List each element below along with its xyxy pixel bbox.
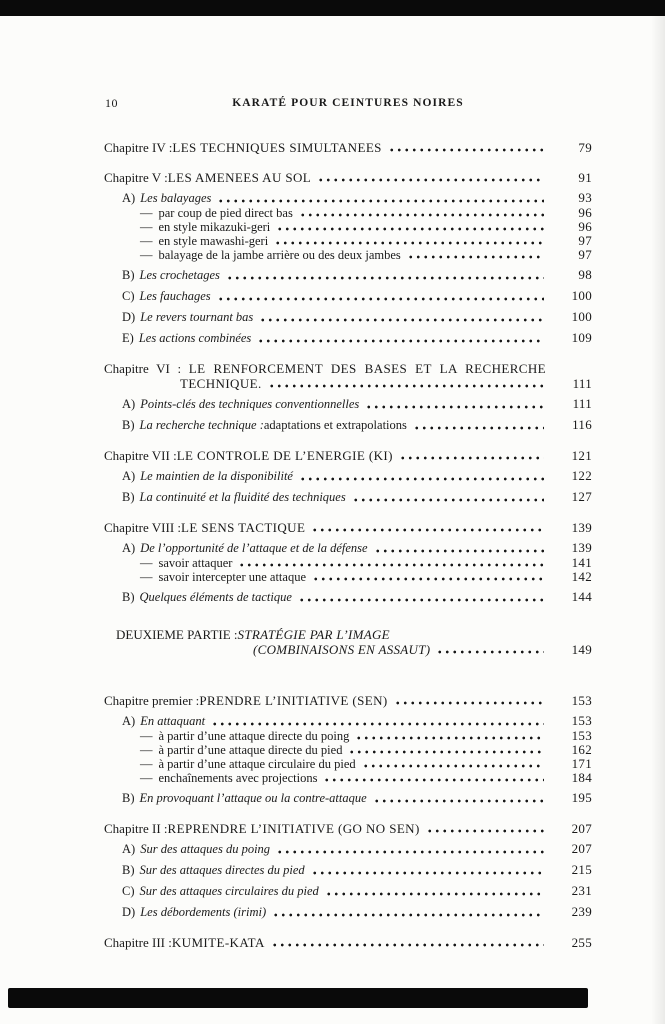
toc-entry-chapter [104,821,592,836]
dot-leader [274,234,544,248]
dot-leader [211,713,544,729]
section-line [122,267,592,283]
dot-leader [373,790,544,806]
entry-title: LE SENS TACTIQUE [181,520,306,535]
dot-leader [217,288,544,304]
sub-line [140,570,592,584]
entry-title: La recherche technique : [139,418,264,432]
dot-leader [426,821,544,836]
entry-title: STRATÉGIE PAR L’IMAGE [237,627,390,642]
entry-title: à partir d’une attaque directe du poing [158,729,350,743]
entry-page-number: 98 [578,267,592,282]
entry-letter: B) [122,490,135,504]
entry-page-number: 97 [578,247,592,262]
section-line [122,330,592,346]
entry-page-number: 96 [578,205,592,220]
entry-page-number: 100 [571,309,592,324]
entry-letter: B) [122,418,135,432]
dot-leader [298,589,544,605]
sub-line [140,743,592,757]
entry-page-number: 171 [571,756,592,771]
toc-entry-sub [104,234,592,248]
part-line-wrap [116,642,592,657]
toc-entry-section [104,267,592,283]
toc-entry-section [104,417,592,433]
entry-letter: B) [122,791,135,805]
entry-page-number: 97 [578,233,592,248]
sub-line [140,220,592,234]
entry-page-number: 127 [571,489,592,504]
entry-title: En provoquant l’attaque ou la contre-attaque [139,791,367,805]
sub-line [140,206,592,220]
section-line [122,396,592,412]
page-header [104,97,592,110]
table-of-contents [104,140,592,950]
entry-title: balayage de la jambe arrière ou des deux jambes [158,248,401,262]
section-line [122,713,592,729]
entry-page-number: 142 [571,569,592,584]
entry-title: LES AMENEES AU SOL [167,170,312,185]
section-line [122,309,592,325]
entry-letter: A) [122,191,136,205]
entry-letter: A) [122,541,136,555]
entry-page-number: 100 [571,288,592,303]
entry-dash: — [140,220,153,234]
entry-page-number: 139 [571,540,592,555]
section-line [122,489,592,505]
scan-artifact-top-bar [0,0,665,16]
entry-label: Chapitre premier : [104,693,200,708]
section-line [122,417,592,433]
dot-leader [388,140,544,155]
entry-title: en style mikazuki-geri [158,220,271,234]
chapter-line-wrap [104,376,592,391]
entry-title: Quelques éléments de tactique [139,590,292,604]
sub-line [140,757,592,771]
entry-page-number: 139 [571,520,592,535]
entry-letter: A) [122,714,136,728]
entry-page-number: 153 [571,728,592,743]
entry-letter: B) [122,863,135,877]
dot-leader [325,883,544,899]
entry-dash: — [140,743,153,757]
entry-page-number: 255 [571,935,592,950]
entry-title: Sur des attaques du poing [140,842,271,856]
entry-title: Les balayages [140,191,212,205]
entry-title-continued: (COMBINAISONS EN ASSAUT) [253,642,431,657]
dot-leader [276,220,544,234]
toc-entry-section [104,190,592,206]
entry-dash: — [140,570,153,584]
entry-title: Sur des attaques circulaires du pied [139,884,319,898]
section-line [122,589,592,605]
chapter-line [104,361,546,376]
dot-leader [299,206,544,220]
toc-entry-section [104,841,592,857]
entry-page-number: 121 [571,448,592,463]
entry-page-number: 153 [571,693,592,708]
dot-leader [374,540,544,556]
dot-leader [355,729,544,743]
entry-title: par coup de pied direct bas [158,206,293,220]
entry-page-number: 91 [578,170,592,185]
entry-label: Chapitre VI : [104,361,189,376]
toc-entry-chapter [104,448,592,463]
entry-page-number: 122 [571,468,592,483]
toc-entry-chapter [104,140,592,155]
page-number: 10 [105,96,118,110]
entry-label: Chapitre VIII : [104,520,182,535]
entry-title: LES TECHNIQUES SIMULTANEES [172,140,382,155]
toc-entry-sub [104,248,592,262]
dot-leader [399,448,544,463]
entry-letter: D) [122,905,136,919]
entry-dash: — [140,771,153,785]
entry-title: Les fauchages [139,289,211,303]
part-line [116,627,592,642]
toc-entry-sub [104,743,592,757]
toc-entry-chapter [104,693,592,708]
entry-label: Chapitre V : [104,170,168,185]
toc-entry-sub [104,570,592,584]
dot-leader [362,757,544,771]
dot-leader [276,841,544,857]
dot-leader [407,248,544,262]
entry-label: DEUXIEME PARTIE : [116,627,238,642]
entry-title: KUMITE-KATA [171,935,265,950]
section-line [122,790,592,806]
entry-title: Les crochetages [139,268,220,282]
dot-leader [257,330,544,346]
entry-title: à partir d’une attaque circulaire du pied [158,757,356,771]
entry-page-number: 207 [571,821,592,836]
entry-letter: A) [122,842,136,856]
entry-page-number: 153 [571,713,592,728]
toc-entry-sub [104,771,592,785]
toc-entry-sub [104,757,592,771]
dot-leader [259,309,544,325]
entry-title: savoir intercepter une attaque [158,570,306,584]
section-line [122,841,592,857]
entry-letter: A) [122,469,136,483]
entry-title: La continuité et la fluidité des techniques [139,490,346,504]
toc-entry-section [104,790,592,806]
dot-leader [394,693,544,708]
entry-title: Le revers tournant bas [140,310,254,324]
section-line [122,540,592,556]
running-title: KARATÉ POUR CEINTURES NOIRES [232,97,464,109]
dot-leader [272,904,544,920]
entry-letter: E) [122,331,134,345]
scan-artifact-bottom-bar [8,988,588,1008]
entry-dash: — [140,757,153,771]
entry-dash: — [140,206,153,220]
entry-label: Chapitre II : [104,821,168,836]
entry-title: savoir attaquer [158,556,233,570]
entry-title: Sur des attaques directes du pied [139,863,305,877]
chapter-line [104,821,592,836]
dot-leader [226,267,544,283]
entry-page-number: 109 [571,330,592,345]
entry-dash: — [140,729,153,743]
toc-entry-chapter [104,361,592,391]
dot-leader [271,935,544,950]
entry-title: Les débordements (irimi) [140,905,267,919]
chapter-line [104,170,592,185]
dot-leader [311,862,544,878]
entry-dash: — [140,556,153,570]
chapter-line [104,448,592,463]
toc-entry-section [104,288,592,304]
dot-leader [348,743,544,757]
dot-leader [323,771,544,785]
section-line [122,904,592,920]
dot-leader [311,520,544,535]
chapter-line [104,140,592,155]
toc-entry-section [104,309,592,325]
toc-entry-sub [104,556,592,570]
entry-page-number: 111 [572,396,592,411]
entry-letter: C) [122,884,135,898]
toc-entry-section [104,589,592,605]
dot-leader [268,376,544,391]
dot-leader [413,417,544,433]
entry-dash: — [140,234,153,248]
entry-title-continued: TECHNIQUE. [180,376,262,391]
entry-letter: C) [122,289,135,303]
sub-line [140,729,592,743]
section-line [122,883,592,899]
sub-line [140,234,592,248]
dot-leader [238,556,544,570]
entry-label: Chapitre III : [104,935,172,950]
entry-label: Chapitre VII : [104,448,177,463]
entry-title: enchaînements avec projections [158,771,318,785]
entry-title: en style mawashi-geri [158,234,269,248]
toc-entry-section [104,489,592,505]
entry-page-number: 141 [571,555,592,570]
entry-page-number: 111 [572,376,592,391]
entry-title: Les actions combinées [138,331,252,345]
entry-page-number: 96 [578,219,592,234]
entry-page-number: 116 [572,417,592,432]
entry-title: En attaquant [140,714,206,728]
toc-entry-chapter [104,935,592,950]
sub-line [140,771,592,785]
section-line [122,862,592,878]
toc-entry-section [104,883,592,899]
toc-entry-section [104,330,592,346]
chapter-line [104,935,592,950]
entry-label: Chapitre IV : [104,140,173,155]
chapter-line [104,693,592,708]
sub-line [140,556,592,570]
chapter-line [104,520,592,535]
dot-leader [352,489,544,505]
entry-title: LE RENFORCEMENT DES BASES ET LA RECHERCHE [188,361,546,376]
toc-entry-section [104,862,592,878]
entry-page-number: 93 [578,190,592,205]
toc-entry-sub [104,729,592,743]
entry-title: REPRENDRE L’INITIATIVE (GO NO SEN) [167,821,420,836]
dot-leader [217,190,544,206]
entry-page-number: 231 [571,883,592,898]
toc-entry-chapter [104,170,592,185]
dot-leader [312,570,544,584]
page-content [104,97,592,950]
toc-entry-section [104,540,592,556]
section-line [122,288,592,304]
entry-title: PRENDRE L’INITIATIVE (SEN) [199,693,388,708]
entry-page-number: 207 [571,841,592,856]
entry-title: Points-clés des techniques conventionnelles [140,397,360,411]
toc-entry-section [104,468,592,484]
dot-leader [317,170,544,185]
entry-dash: — [140,248,153,262]
section-line [122,190,592,206]
entry-letter: B) [122,268,135,282]
entry-letter: A) [122,397,136,411]
entry-page-number: 215 [571,862,592,877]
toc-entry-sub [104,220,592,234]
dot-leader [365,396,544,412]
entry-page-number: 162 [571,742,592,757]
entry-page-number: 195 [571,790,592,805]
toc-entry-sub [104,206,592,220]
entry-page-number: 144 [571,589,592,604]
sub-line [140,248,592,262]
toc-entry-section [104,396,592,412]
entry-letter: B) [122,590,135,604]
entry-page-number: 79 [578,140,592,155]
dot-leader [299,468,544,484]
entry-title: LE CONTROLE DE L’ENERGIE (KI) [176,448,393,463]
dot-leader [436,642,544,657]
toc-entry-section [104,713,592,729]
toc-entry-chapter [104,520,592,535]
entry-title: à partir d’une attaque directe du pied [158,743,343,757]
entry-page-number: 149 [571,642,592,657]
entry-title: De l’opportunité de l’attaque et de la défense [140,541,368,555]
entry-page-number: 239 [571,904,592,919]
entry-title-roman: adaptations et extrapolations [263,418,407,432]
toc-entry-section [104,904,592,920]
toc-entry-part [104,627,592,657]
entry-page-number: 184 [571,770,592,785]
section-line [122,468,592,484]
entry-letter: D) [122,310,136,324]
entry-title: Le maintien de la disponibilité [140,469,293,483]
